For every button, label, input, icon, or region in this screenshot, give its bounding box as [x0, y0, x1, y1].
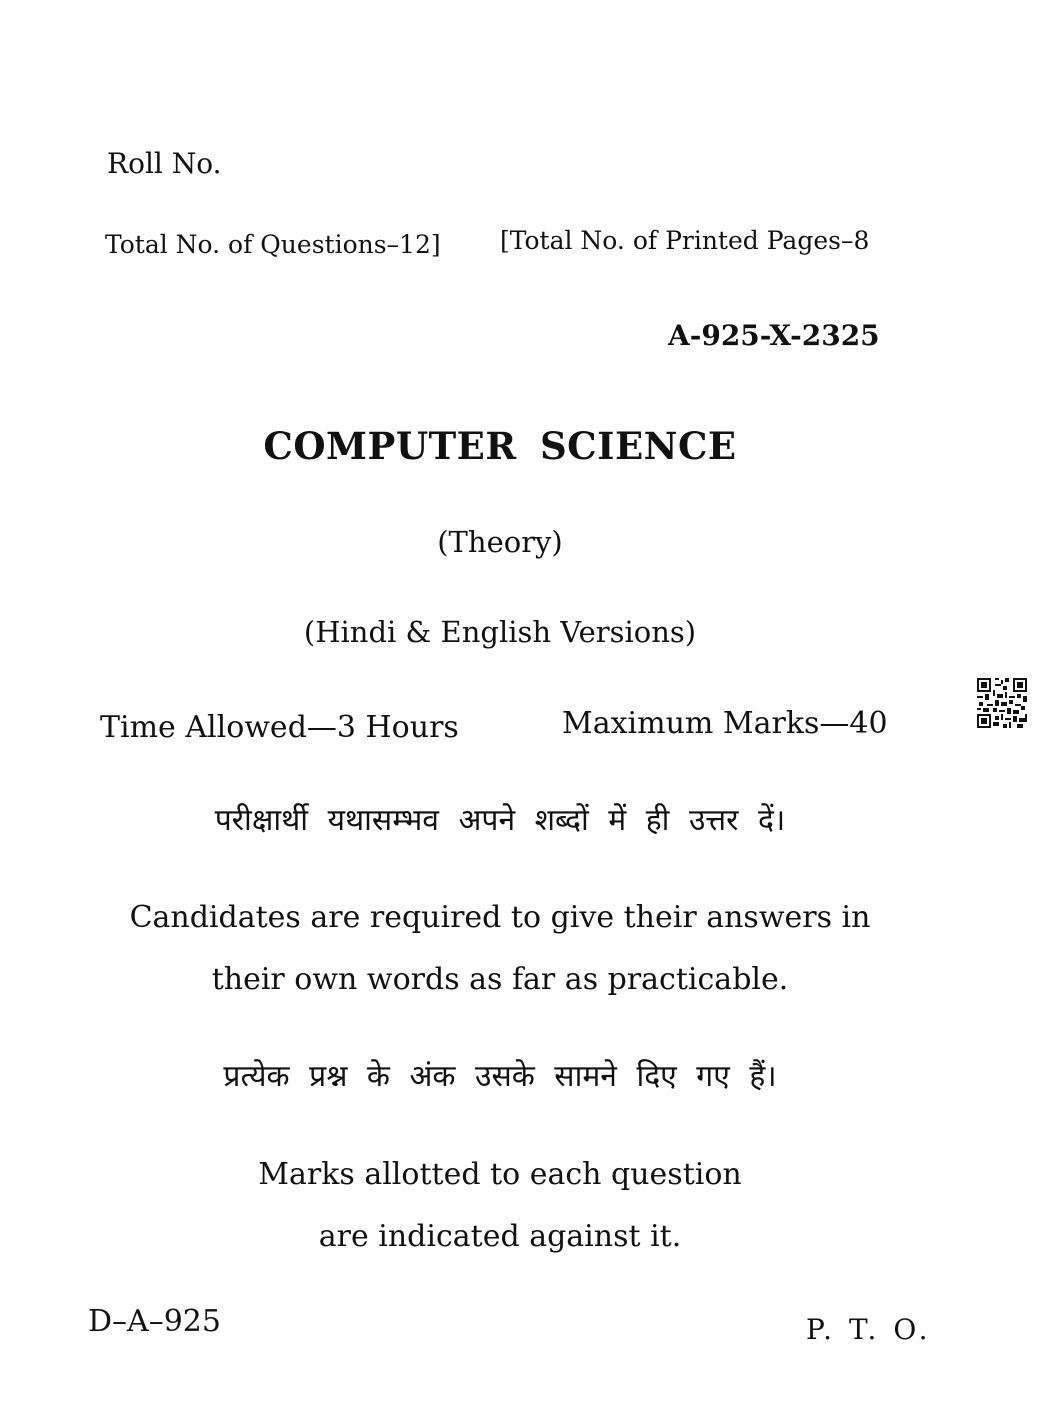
- total-questions: Total No. of Questions–12]: [105, 230, 441, 259]
- paper-type: (Theory): [437, 525, 563, 559]
- instruction-english-own-words-line2: their own words as far as practicable.: [211, 962, 789, 997]
- footer-pto: P. T. O.: [806, 1313, 932, 1346]
- total-printed-pages: [Total No. of Printed Pages–8: [500, 226, 870, 255]
- instruction-hindi-own-words: परीक्षार्थी यथासम्भव अपने शब्दों में ही उत्तर दें।: [214, 803, 786, 838]
- paper-code: A-925-X-2325: [668, 319, 880, 352]
- footer-paper-code: D–A–925: [88, 1304, 221, 1339]
- maximum-marks: Maximum Marks—40: [562, 706, 888, 741]
- paper-versions: (Hindi & English Versions): [303, 615, 697, 649]
- time-allowed: Time Allowed—3 Hours: [100, 710, 459, 745]
- instruction-english-marks-line2: are indicated against it.: [318, 1219, 682, 1254]
- instruction-english-marks-line1: Marks allotted to each question: [258, 1157, 742, 1192]
- instruction-english-own-words-line1: Candidates are required to give their answers in: [129, 900, 871, 935]
- qr-code-icon: [977, 678, 1027, 728]
- roll-no-label: Roll No.: [107, 147, 222, 180]
- instruction-hindi-marks: प्रत्येक प्रश्न के अंक उसके सामने दिए गए हैं।: [223, 1059, 777, 1094]
- subject-title: COMPUTER SCIENCE: [263, 424, 737, 468]
